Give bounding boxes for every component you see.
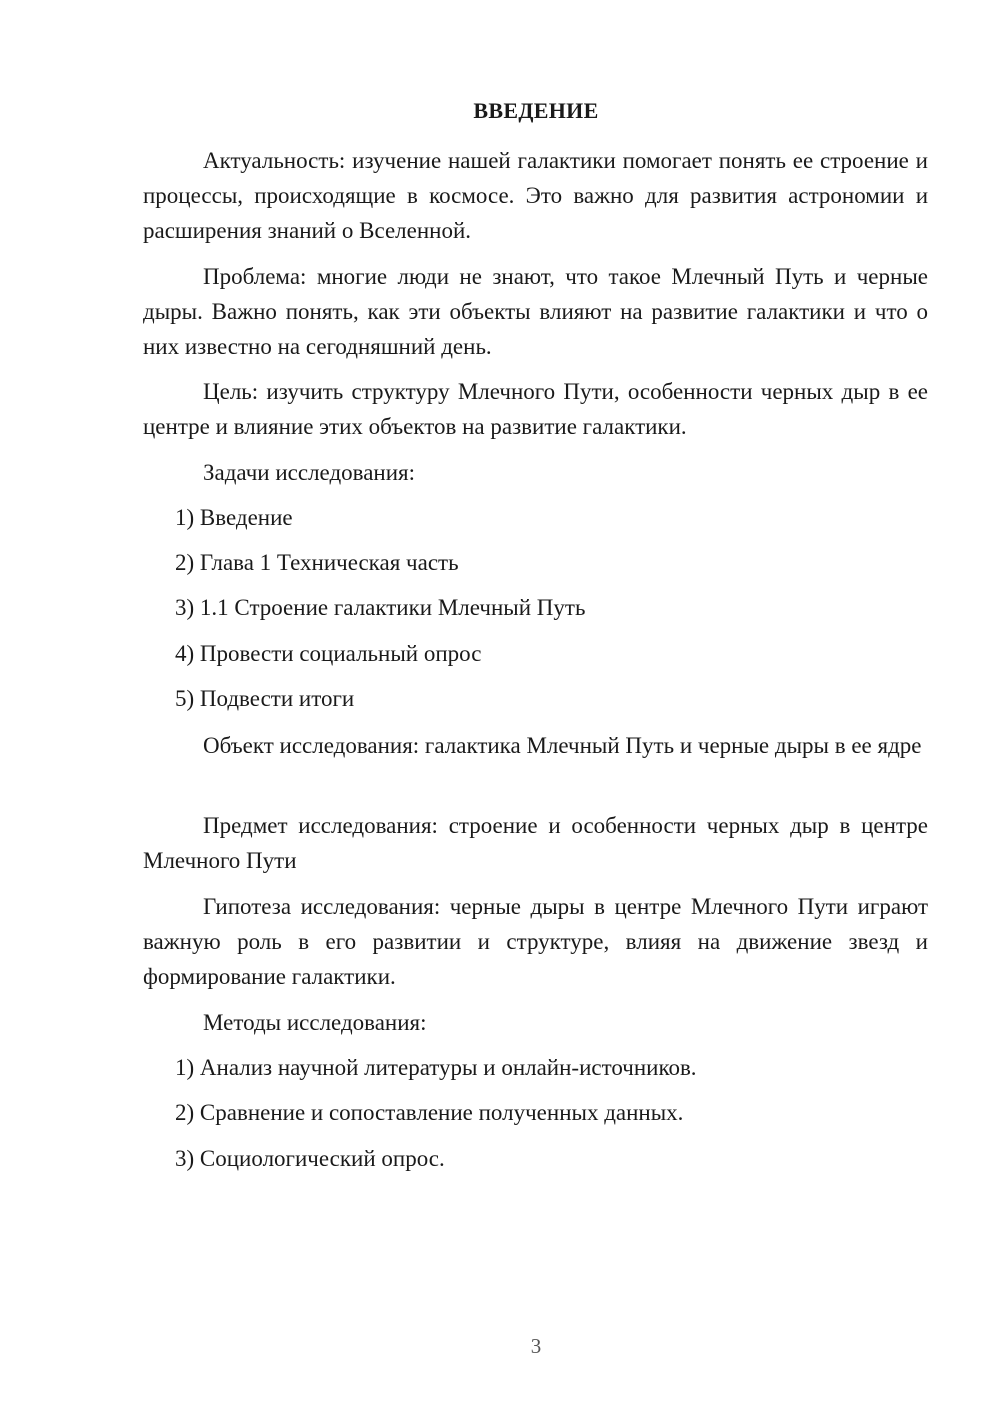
subject-paragraph: Предмет исследования: строение и особенности черных дыр в центре Млечного Пути [143, 813, 928, 873]
task-item: 4) Провести социальный опрос [175, 641, 482, 666]
object-paragraph: Объект исследования: галактика Млечный Путь и черные дыры в ее ядре [203, 733, 922, 758]
method-item: 3) Социологический опрос. [175, 1146, 445, 1171]
method-item: 2) Сравнение и сопоставление полученных данных. [175, 1100, 684, 1125]
goal-paragraph: Цель: изучить структуру Млечного Пути, особенности черных дыр в ее центре и влияние этих объектов на развитие галактики. [143, 379, 928, 439]
relevance-paragraph: Актуальность: изучение нашей галактики помогает понять ее строение и процессы, происходящие в космосе. Это важно для развития астрономии и расширения знаний о Вселенной. [143, 148, 928, 243]
tasks-heading: Задачи исследования: [203, 460, 416, 485]
task-item: 3) 1.1 Строение галактики Млечный Путь [175, 595, 586, 620]
methods-heading: Методы исследования: [203, 1010, 427, 1035]
task-item: 5) Подвести итоги [175, 686, 355, 711]
method-item: 1) Анализ научной литературы и онлайн-источников. [175, 1055, 697, 1080]
page-number: 3 [530, 1334, 542, 1358]
hypothesis-paragraph: Гипотеза исследования: черные дыры в центре Млечного Пути играют важную роль в его развитии и структуре, влияя на движение звезд и формирование галактики. [143, 894, 928, 989]
page-title: ВВЕДЕНИЕ [473, 98, 599, 123]
problem-paragraph: Проблема: многие люди не знают, что такое Млечный Путь и черные дыры. Важно понять, как эти объекты влияют на развитие галактики и что о них известно на сегодняшний день. [143, 264, 928, 359]
task-item: 1) Введение [175, 505, 293, 530]
task-item: 2) Глава 1 Техническая часть [175, 550, 459, 575]
